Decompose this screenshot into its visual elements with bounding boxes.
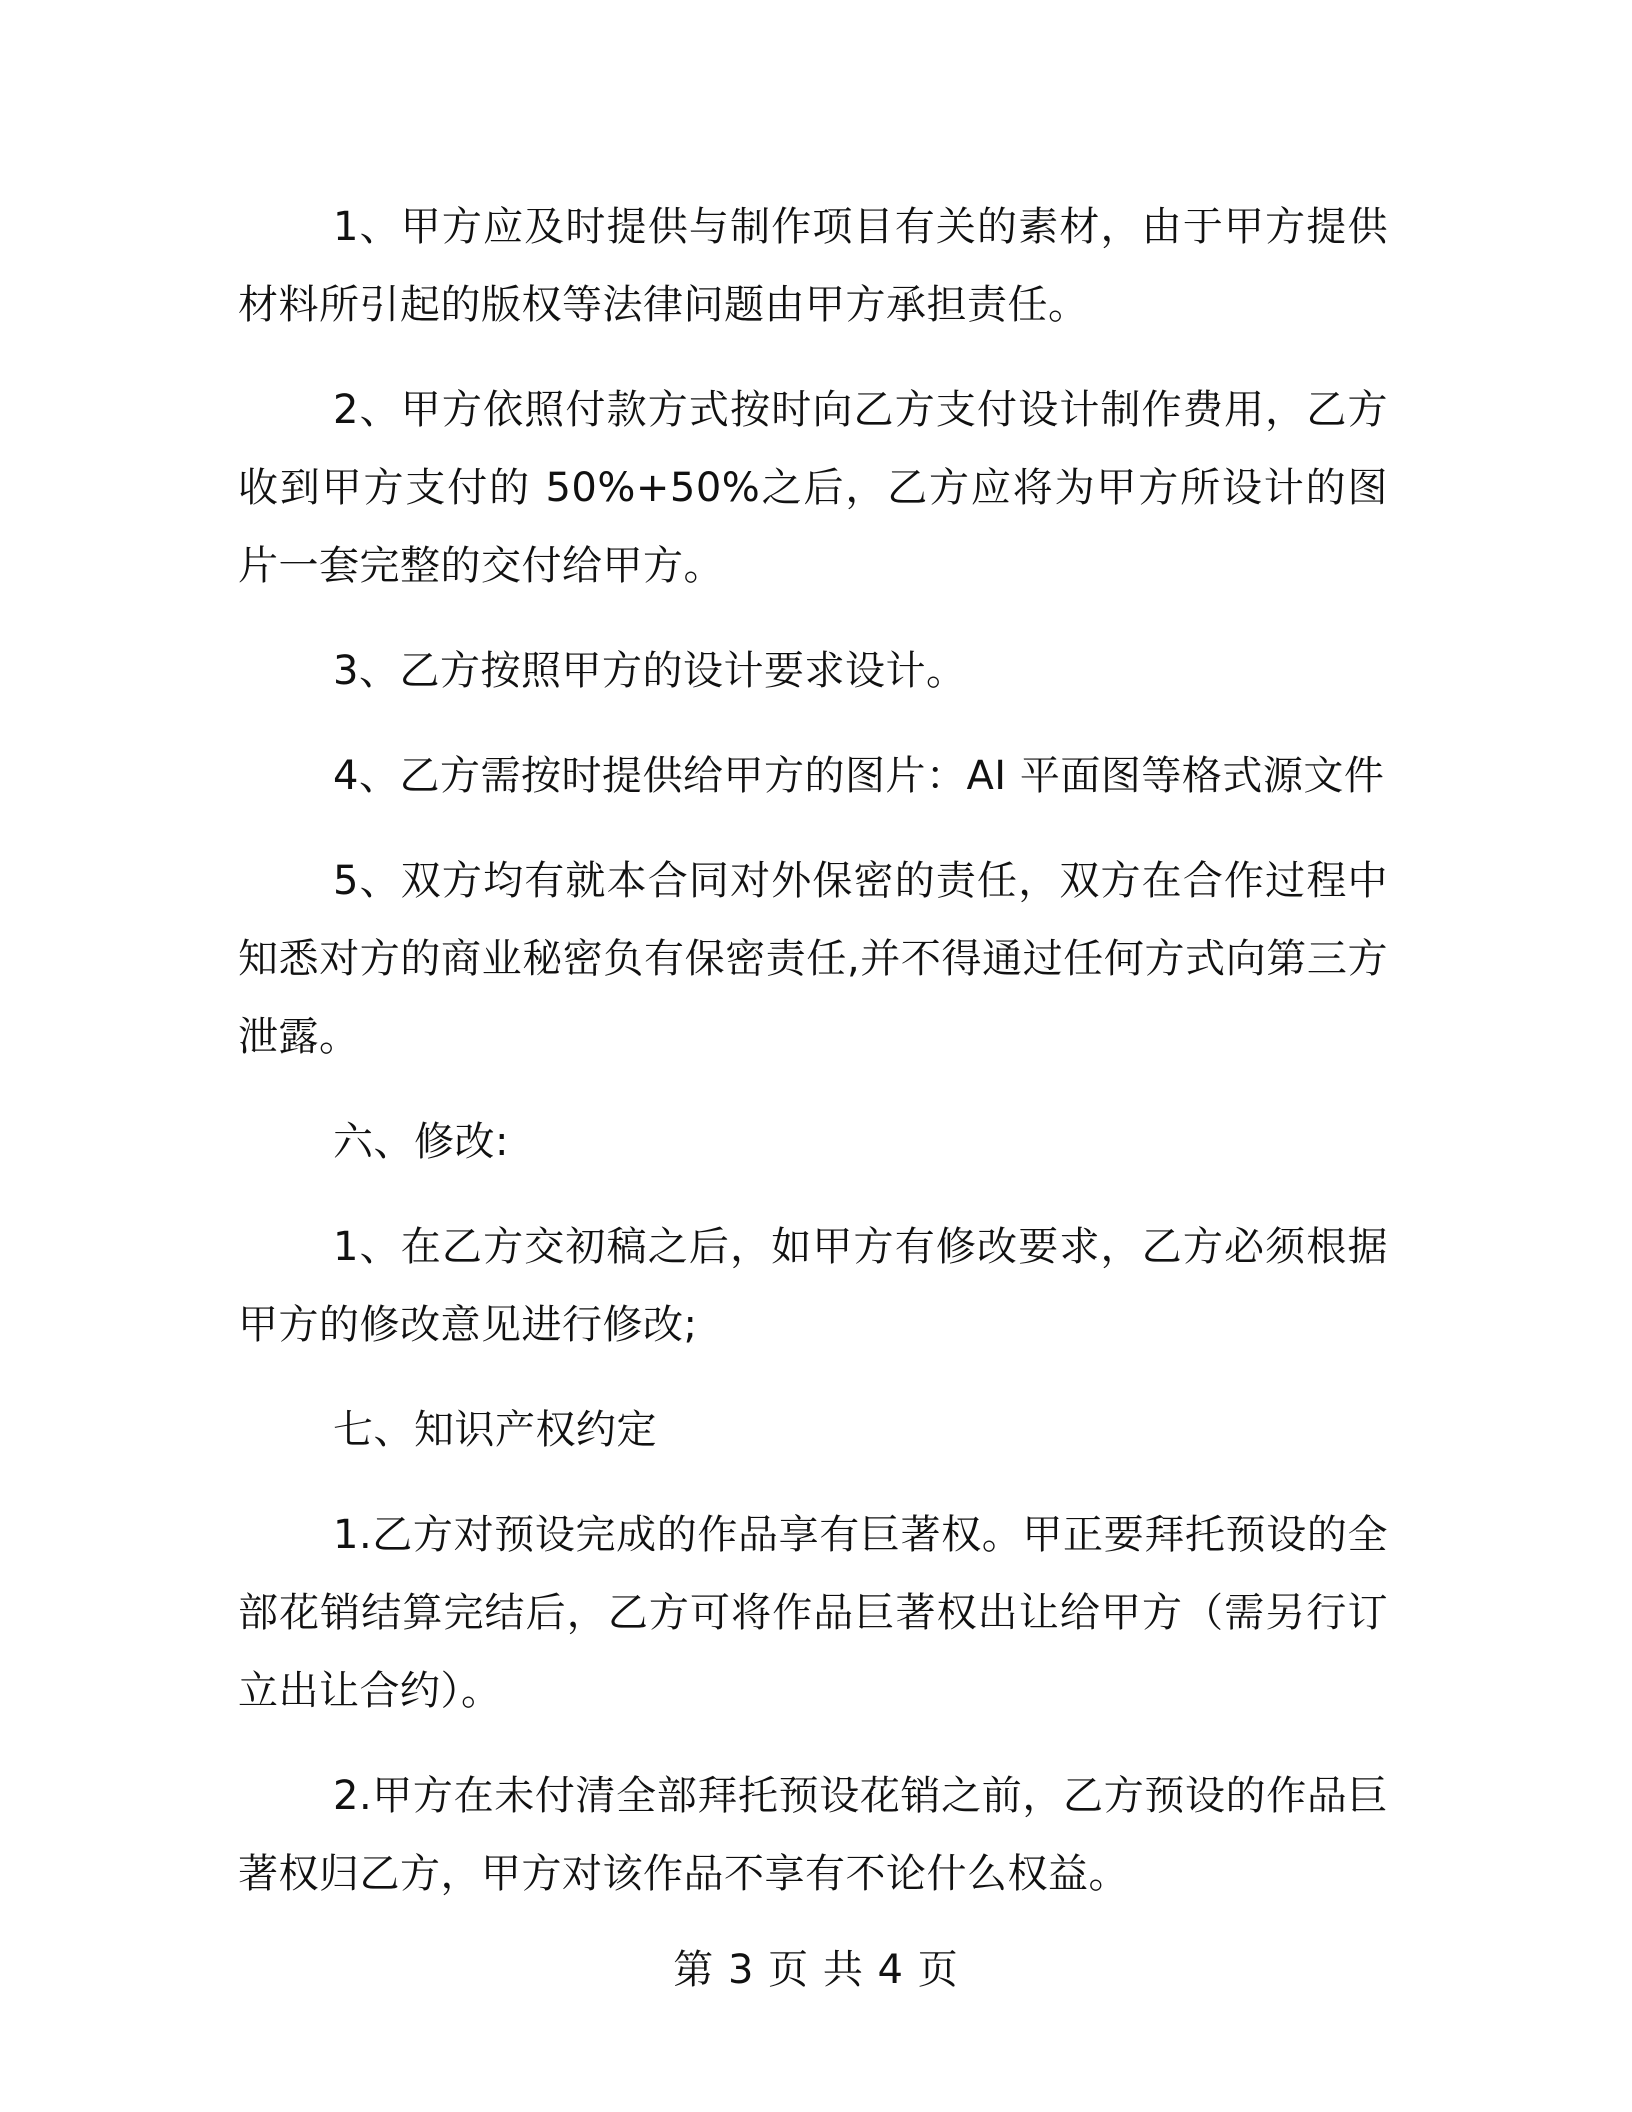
clause-paragraph: 1、在乙方交初稿之后，如甲方有修改要求，乙方必须根据甲方的修改意见进行修改; bbox=[238, 1224, 1388, 1348]
clause-paragraph: 4、乙方需按时提供给甲方的图片：AI 平面图等格式源文件 bbox=[333, 753, 1385, 799]
clause-paragraph: 1.乙方对预设完成的作品享有巨著权。甲正要拜托预设的全部花销结算完结后，乙方可将作品巨著权出让给甲方（需另行订立出让合约）。 bbox=[238, 1512, 1388, 1714]
clause-paragraph: 5、双方均有就本合同对外保密的责任，双方在合作过程中知悉对方的商业秘密负有保密责任,并不得通过任何方式向第三方泄露。 bbox=[238, 858, 1388, 1060]
page-number-footer: 第 3 页 共 4 页 bbox=[673, 1947, 959, 1993]
clause-paragraph: 1、甲方应及时提供与制作项目有关的素材，由于甲方提供材料所引起的版权等法律问题由甲方承担责任。 bbox=[238, 204, 1388, 328]
clause-paragraph: 2.甲方在未付清全部拜托预设花销之前，乙方预设的作品巨著权归乙方，甲方对该作品不享有不论什么权益。 bbox=[238, 1773, 1388, 1897]
clause-paragraph: 3、乙方按照甲方的设计要求设计。 bbox=[333, 648, 967, 694]
section-heading-modification: 六、修改: bbox=[333, 1119, 509, 1165]
clause-paragraph: 2、甲方依照付款方式按时向乙方支付设计制作费用，乙方收到甲方支付的 50%+50%之后，乙方应将为甲方所设计的图片一套完整的交付给甲方。 bbox=[238, 387, 1388, 589]
document-body bbox=[238, 188, 1388, 1940]
section-heading-ip-agreement: 七、知识产权约定 bbox=[333, 1407, 657, 1453]
